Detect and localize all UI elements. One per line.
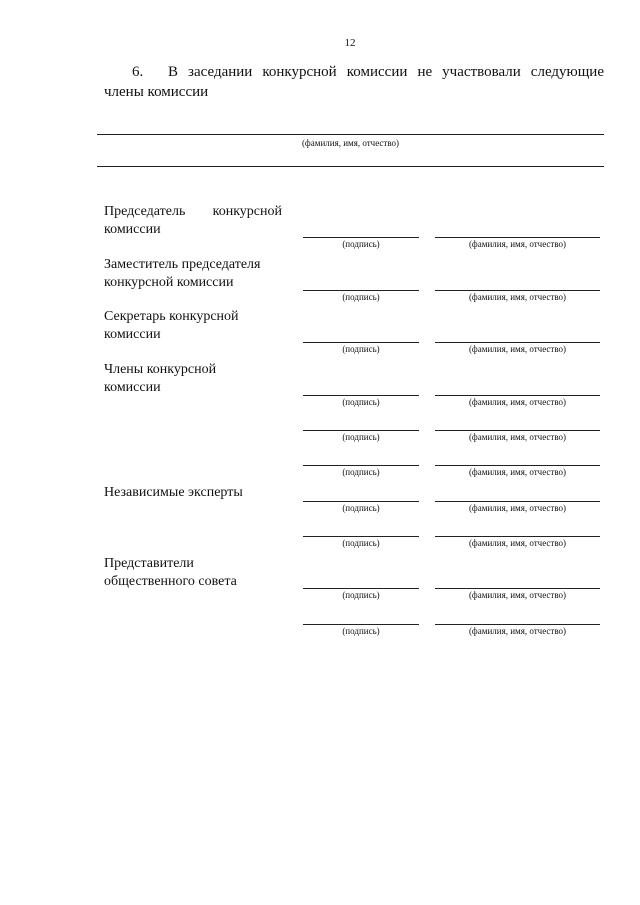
fio-line[interactable] — [435, 342, 600, 343]
role-members — [104, 361, 216, 397]
fio-caption: (фамилия, имя, отчество) — [468, 397, 567, 407]
fio-caption: (фамилия, имя, отчество) — [468, 432, 567, 442]
section-6-line-2: члены комиссии — [104, 84, 209, 100]
role-experts-line1: Независимые эксперты — [104, 485, 243, 500]
fio-line[interactable] — [435, 624, 600, 625]
section-6-line-1 — [132, 64, 604, 81]
fio-caption: (фамилия, имя, отчество) — [468, 467, 567, 477]
signature-caption: (подпись) — [342, 590, 380, 600]
role-members-line2: комиссии — [104, 380, 161, 395]
absent-fio-line-2[interactable] — [97, 166, 604, 167]
signature-line[interactable] — [303, 237, 419, 238]
signature-caption: (подпись) — [342, 538, 380, 548]
role-secretary-line2: комиссии — [104, 327, 161, 342]
role-secretary — [104, 308, 239, 344]
role-council-line1: Представители — [104, 556, 194, 571]
fio-caption: (фамилия, имя, отчество) — [468, 344, 567, 354]
role-chair-line1: Председатель конкурсной — [104, 204, 282, 219]
fio-line[interactable] — [435, 430, 600, 431]
signature-caption: (подпись) — [342, 467, 380, 477]
signature-caption: (подпись) — [342, 397, 380, 407]
fio-line[interactable] — [435, 395, 600, 396]
signature-caption: (подпись) — [342, 239, 380, 249]
signature-caption: (подпись) — [342, 626, 380, 636]
fio-line[interactable] — [435, 588, 600, 589]
page-number: 12 — [344, 37, 356, 49]
signature-caption: (подпись) — [342, 344, 380, 354]
fio-line[interactable] — [435, 501, 600, 502]
signature-line[interactable] — [303, 395, 419, 396]
fio-line[interactable] — [435, 237, 600, 238]
fio-caption: (фамилия, имя, отчество) — [468, 239, 567, 249]
role-deputy — [104, 256, 260, 292]
role-secretary-line1: Секретарь конкурсной — [104, 309, 239, 324]
role-chair-line2: комиссии — [104, 222, 161, 237]
role-deputy-line2: конкурсной комиссии — [104, 275, 234, 290]
fio-caption: (фамилия, имя, отчество) — [468, 590, 567, 600]
signature-line[interactable] — [303, 501, 419, 502]
fio-line[interactable] — [435, 465, 600, 466]
role-members-line1: Члены конкурсной — [104, 362, 217, 377]
signature-caption: (подпись) — [342, 503, 380, 513]
signature-line[interactable] — [303, 290, 419, 291]
fio-line[interactable] — [435, 536, 600, 537]
section-6-number: 6. — [132, 64, 144, 80]
signature-caption: (подпись) — [342, 432, 380, 442]
role-chair — [104, 203, 282, 239]
signature-caption: (подпись) — [342, 292, 380, 302]
signature-line[interactable] — [303, 342, 419, 343]
signature-line[interactable] — [303, 465, 419, 466]
signature-line[interactable] — [303, 624, 419, 625]
absent-fio-caption: (фамилия, имя, отчество) — [301, 138, 400, 148]
role-council — [104, 555, 237, 591]
fio-caption: (фамилия, имя, отчество) — [468, 538, 567, 548]
section-6-text: В заседании конкурсной комиссии не участвовали следующие — [168, 64, 604, 80]
fio-caption: (фамилия, имя, отчество) — [468, 292, 567, 302]
signature-line[interactable] — [303, 588, 419, 589]
fio-caption: (фамилия, имя, отчество) — [468, 503, 567, 513]
role-deputy-line1: Заместитель председателя — [104, 257, 261, 272]
role-experts — [104, 484, 243, 502]
fio-line[interactable] — [435, 290, 600, 291]
signature-line[interactable] — [303, 430, 419, 431]
fio-caption: (фамилия, имя, отчество) — [468, 626, 567, 636]
role-council-line2: общественного совета — [104, 574, 237, 589]
absent-fio-line-1[interactable] — [97, 134, 604, 135]
signature-line[interactable] — [303, 536, 419, 537]
